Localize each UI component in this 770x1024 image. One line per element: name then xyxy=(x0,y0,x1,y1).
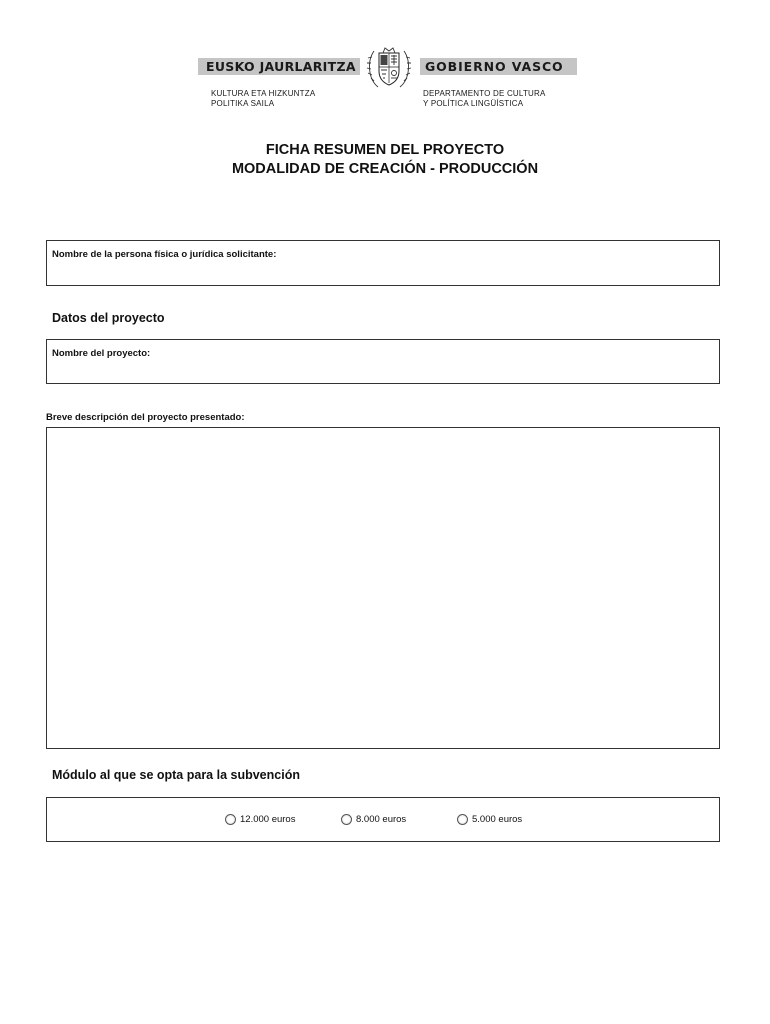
description-label: Breve descripción del proyecto presentado: xyxy=(46,412,245,423)
document-header xyxy=(0,0,770,120)
module-option-label: 8.000 euros xyxy=(356,813,407,825)
coat-of-arms-icon xyxy=(364,43,414,91)
module-option-8000[interactable] xyxy=(341,812,406,826)
project-description-textarea[interactable] xyxy=(46,427,720,749)
module-option-5000[interactable] xyxy=(457,812,522,826)
department-spanish-line2: Y POLÍTICA LINGÜÍSTICA xyxy=(423,99,524,108)
applicant-label: Nombre de la persona física o jurídica solicitante: xyxy=(52,249,277,260)
radio-button-icon[interactable] xyxy=(225,814,236,825)
radio-button-icon[interactable] xyxy=(457,814,468,825)
header-banner-basque: EUSKO JAURLARITZA xyxy=(198,58,360,75)
form-subtitle: MODALIDAD DE CREACIÓN - PRODUCCIÓN xyxy=(231,161,539,177)
department-basque-line2: POLITIKA SAILA xyxy=(211,99,275,108)
applicant-name-input[interactable] xyxy=(52,265,714,281)
project-data-heading: Datos del proyecto xyxy=(52,311,165,325)
department-spanish-line1: DEPARTAMENTO DE CULTURA xyxy=(423,89,546,98)
applicant-field-box xyxy=(46,240,720,286)
module-option-label: 12.000 euros xyxy=(240,813,296,825)
project-name-input[interactable] xyxy=(52,363,714,379)
module-option-12000[interactable] xyxy=(225,812,295,826)
project-name-label: Nombre del proyecto: xyxy=(52,348,151,359)
module-option-label: 5.000 euros xyxy=(472,813,523,825)
module-heading: Módulo al que se opta para la subvención xyxy=(52,768,300,782)
project-name-box xyxy=(46,339,720,384)
form-title: FICHA RESUMEN DEL PROYECTO xyxy=(265,142,505,158)
department-basque-line1: KULTURA ETA HIZKUNTZA xyxy=(211,89,316,98)
header-banner-spanish: GOBIERNO VASCO xyxy=(420,58,577,75)
radio-button-icon[interactable] xyxy=(341,814,352,825)
